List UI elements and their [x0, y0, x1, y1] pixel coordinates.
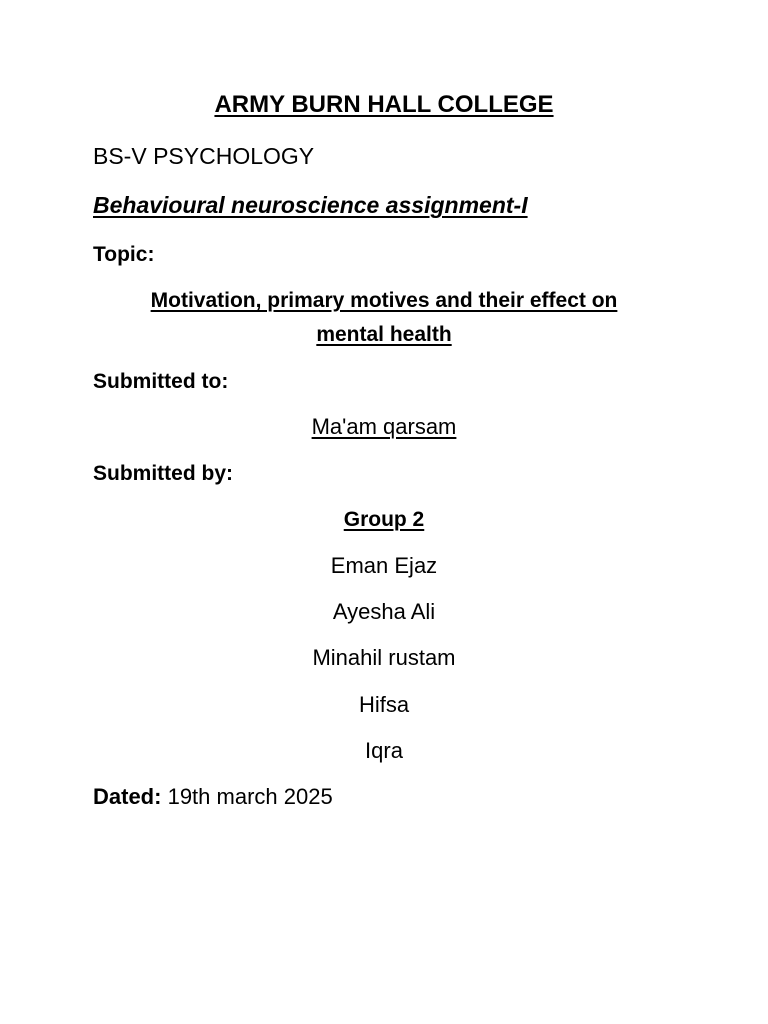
submitted-to-label: Submitted to:: [93, 370, 229, 393]
dated-value: 19th march 2025: [167, 784, 333, 809]
assignment-title: [93, 192, 528, 220]
topic-line-2-text: mental health: [316, 323, 452, 346]
college-title: [0, 91, 768, 120]
topic-line-2: [0, 322, 768, 347]
topic-line-1-text: Motivation, primary motives and their effect on: [150, 289, 618, 312]
topic-label: Topic:: [93, 243, 155, 266]
member-name: Hifsa: [358, 692, 410, 717]
dated-label: Dated:: [93, 784, 162, 809]
submitted-by-label: Submitted by:: [93, 462, 233, 485]
assignment-title-text: Behavioural neuroscience assignment-I: [93, 192, 528, 218]
teacher-name: [0, 414, 768, 440]
group-name: [0, 507, 768, 532]
member-name: Iqra: [365, 738, 403, 763]
dated-line: [93, 784, 333, 810]
member-name: Eman Ejaz: [330, 553, 438, 578]
college-title-text: ARMY BURN HALL COLLEGE: [214, 91, 554, 118]
topic-line-1: [0, 288, 768, 313]
member-name: Ayesha Ali: [332, 599, 436, 624]
program-line: BS-V PSYCHOLOGY: [93, 143, 315, 169]
group-name-text: Group 2: [343, 508, 425, 531]
member-name: Minahil rustam: [312, 645, 456, 670]
teacher-name-text: Ma'am qarsam: [311, 414, 457, 439]
